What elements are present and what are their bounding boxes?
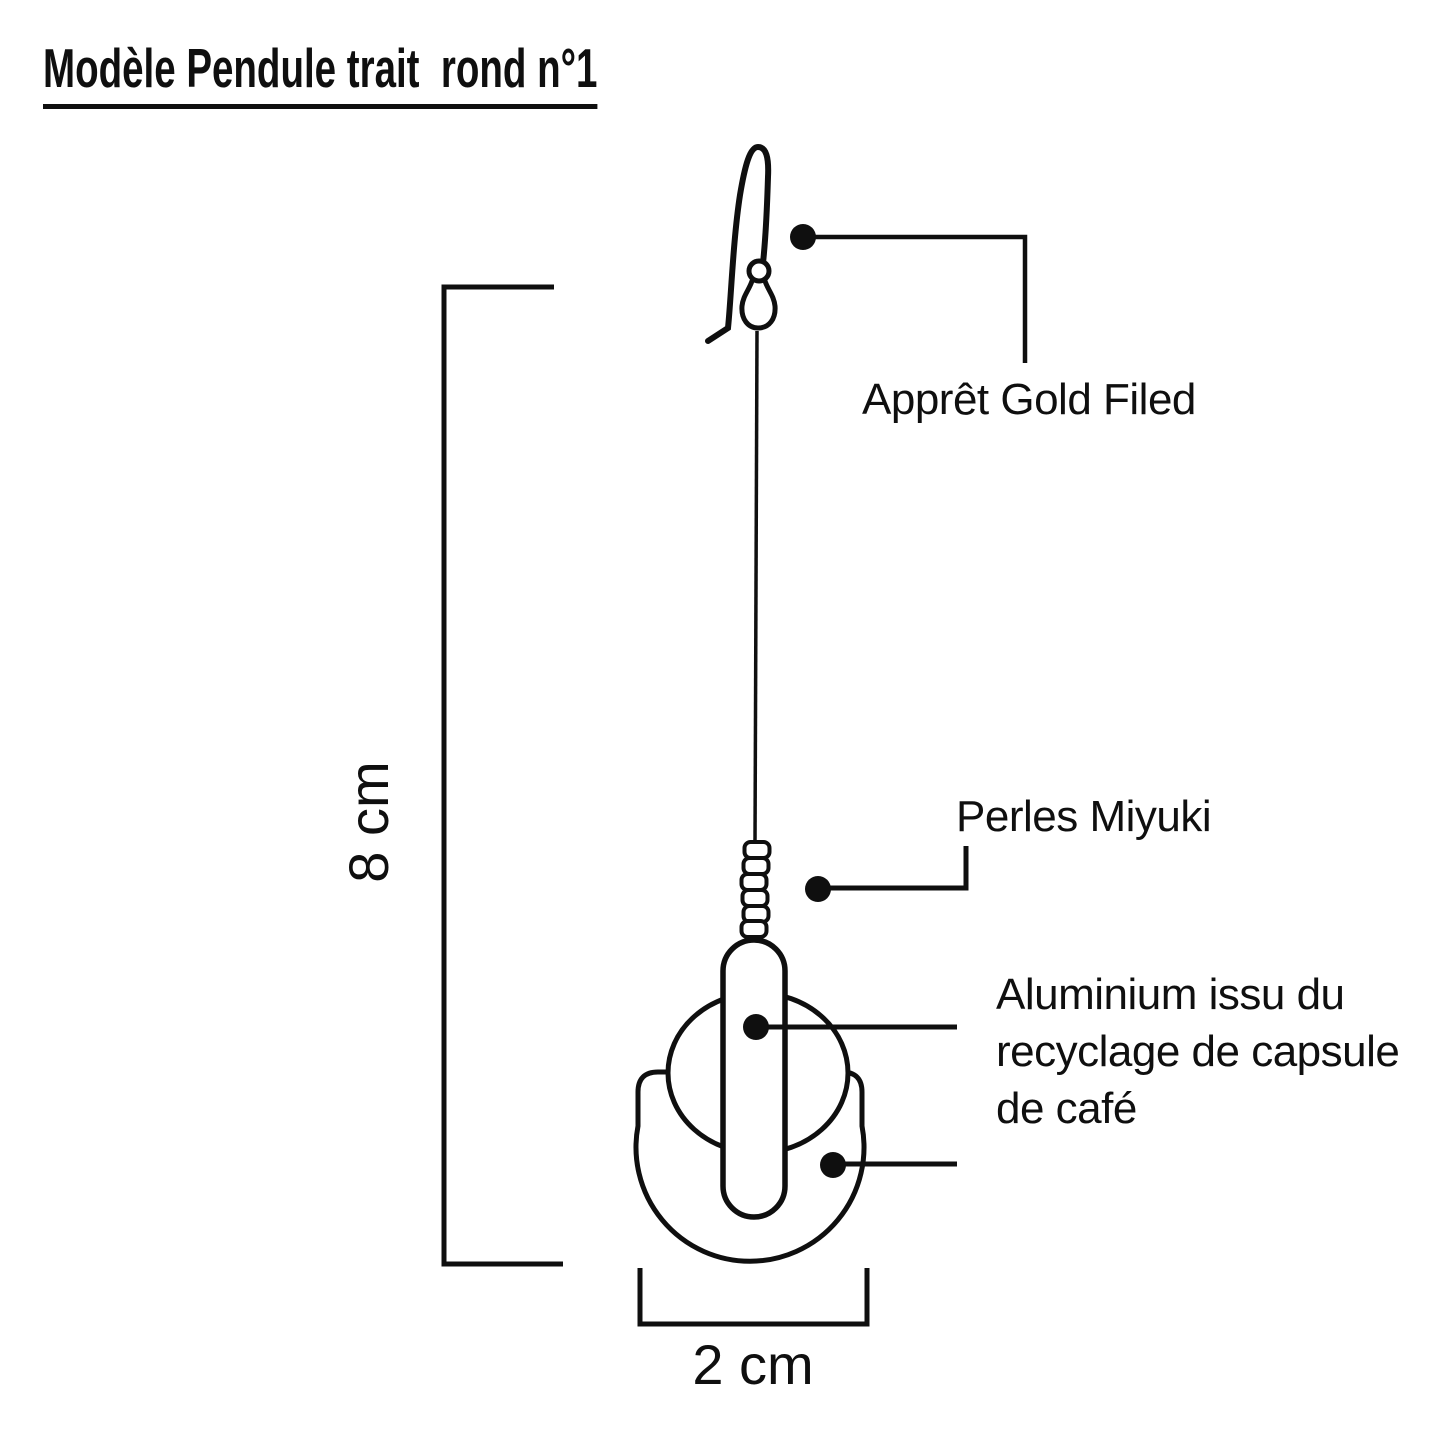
label-pendant-line: de café: [996, 1084, 1137, 1133]
bead: [745, 842, 770, 858]
width-dimension-label: 2 cm: [692, 1333, 814, 1396]
label-hook-finding: Apprêt Gold Filed: [862, 375, 1196, 424]
callout-dot-hook: [790, 224, 816, 250]
callout-dot-beads: [805, 876, 831, 902]
bead: [744, 858, 769, 874]
callout-dot-capsule: [743, 1014, 769, 1040]
width-dimension-line: [640, 1268, 867, 1324]
bead: [742, 921, 767, 937]
height-dimension-label: 8 cm: [336, 761, 400, 883]
height-dimension-line: [444, 287, 563, 1264]
page-title: Modèle Pendule trait rond n°1: [43, 36, 597, 109]
bead: [742, 874, 767, 890]
label-beads: Perles Miyuki: [956, 792, 1212, 841]
clasp-loop: [742, 281, 775, 328]
label-pendant-line: recyclage de capsule: [996, 1027, 1400, 1076]
thread-line: [755, 331, 757, 842]
clasp-ring: [749, 261, 769, 281]
label-pendant-line: Aluminium issu du: [996, 970, 1345, 1019]
pendant-capsule: [723, 940, 785, 1217]
bead: [743, 890, 768, 906]
label-pendant-material: [996, 966, 1399, 1137]
earring-hook-wire: [708, 147, 768, 341]
callout-line-hook: [813, 237, 1025, 363]
callout-dot-base: [820, 1152, 846, 1178]
bead-stack: [742, 842, 770, 937]
callout-line-beads: [830, 846, 966, 888]
